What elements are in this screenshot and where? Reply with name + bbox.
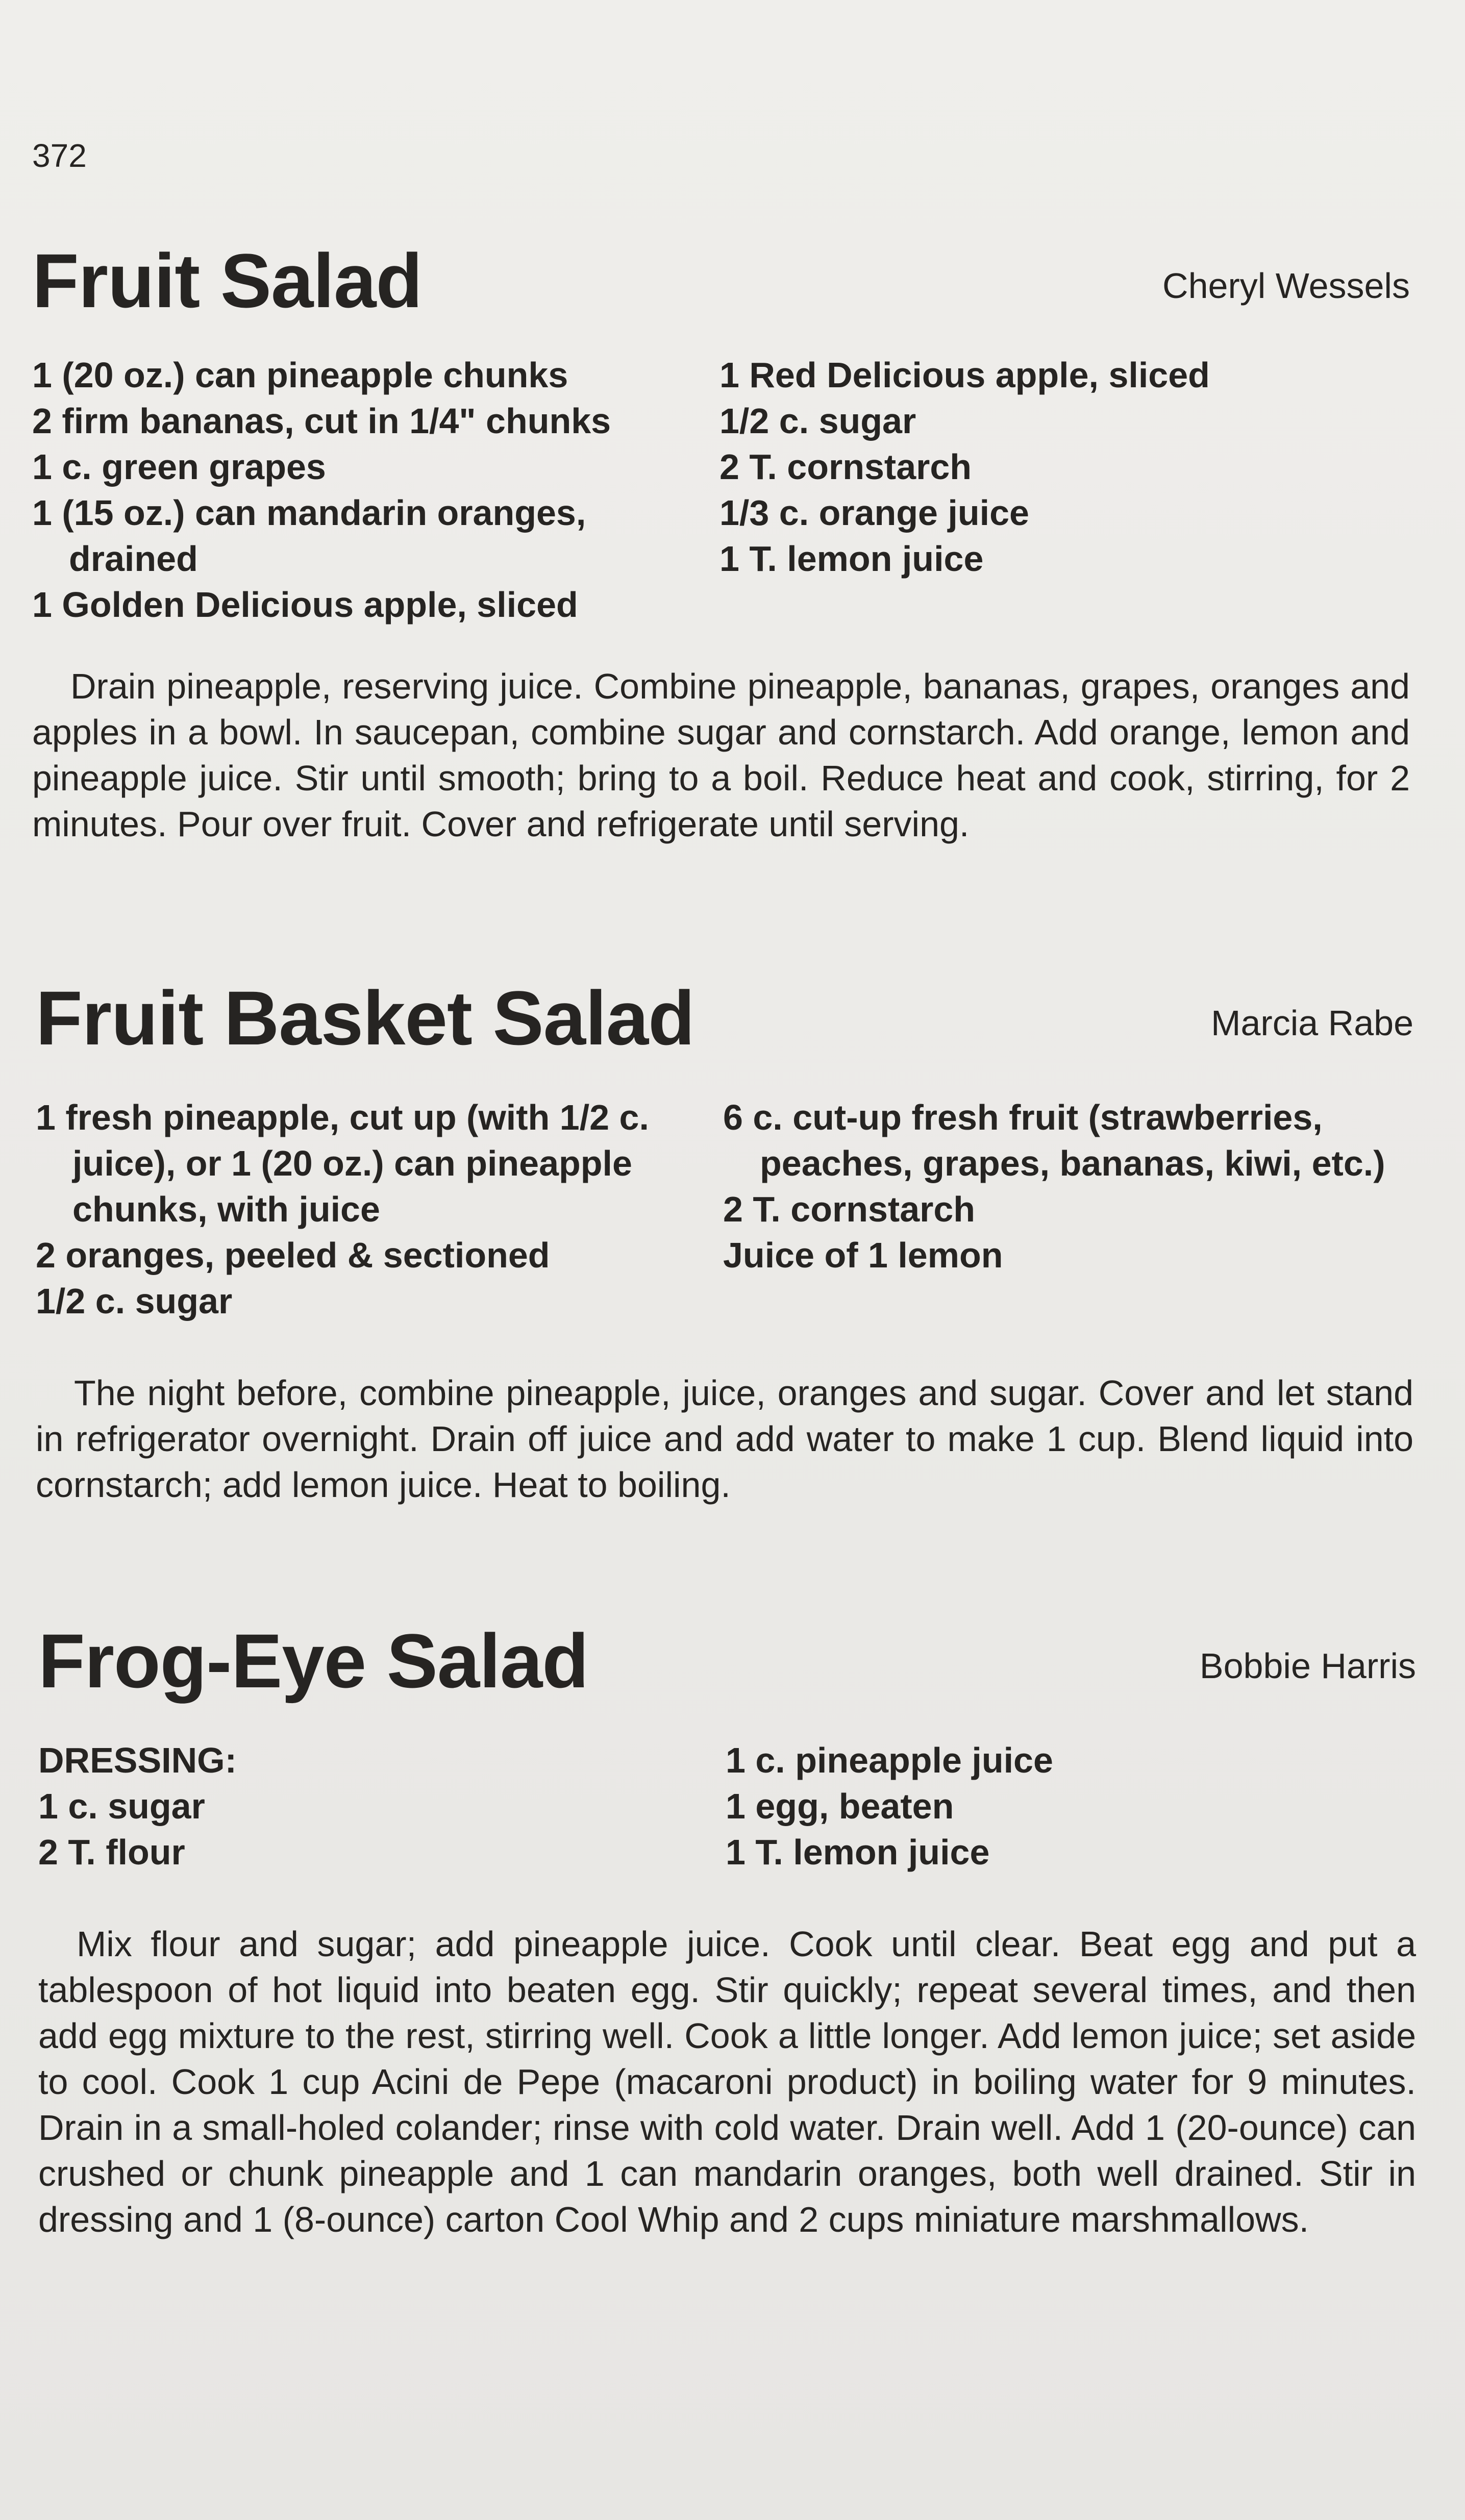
recipe-header: [36, 969, 1413, 1066]
ingredient: 1 c. green grapes: [32, 447, 326, 487]
ingredient: Juice of 1 lemon: [723, 1235, 1003, 1275]
recipe-header: [38, 1612, 1416, 1709]
ingredient: 1/2 c. sugar: [719, 401, 916, 441]
recipe-fruit-salad: [32, 232, 1410, 847]
ingredient: 1 fresh pineapple, cut up (with 1/2 c. juice), or 1 (20 oz.) can pineapple chunks, with juice: [36, 1097, 649, 1229]
ingredients: [38, 1737, 1416, 1875]
ingredient: 1 T. lemon juice: [719, 539, 984, 579]
recipe-author: Marcia Rabe: [1211, 1003, 1413, 1043]
ingredients: [32, 352, 1410, 625]
ingredient: 1 T. lemon juice: [726, 1832, 990, 1872]
ingredients-right-column: [726, 1737, 1416, 1875]
recipe-directions: Drain pineapple, reserving juice. Combine pineapple, bananas, grapes, oranges and apples in a bowl. In saucepan, combine sugar and cornstarch. Add orange, lemon and pineapple juice. Stir until smooth; bring to a boil. Reduce heat and cook, stirring, for 2 minutes. Pour over fruit. Cover and refrigerate until serving.: [32, 666, 1410, 844]
ingredient: 1 egg, beaten: [726, 1786, 954, 1826]
recipe-title: Fruit Salad: [32, 238, 423, 323]
ingredient: 1 c. pineapple juice: [726, 1740, 1053, 1780]
page-number: 372: [32, 137, 87, 174]
ingredients-left-column: [36, 1094, 709, 1324]
ingredient: DRESSING:: [38, 1740, 237, 1780]
ingredient: 1/3 c. orange juice: [719, 493, 1029, 533]
ingredients-right-column: [723, 1094, 1413, 1278]
ingredient: 2 oranges, peeled & sectioned: [36, 1235, 550, 1275]
ingredient: 1 c. sugar: [38, 1786, 205, 1826]
ingredients-left-column: [38, 1737, 712, 1875]
ingredients-left-column: [32, 352, 706, 628]
ingredient: 2 T. cornstarch: [719, 447, 972, 487]
ingredient: 1 Golden Delicious apple, sliced: [32, 585, 578, 625]
recipe-title: Frog-Eye Salad: [38, 1618, 588, 1704]
ingredient: 6 c. cut-up fresh fruit (strawberries, peaches, grapes, bananas, kiwi, etc.): [723, 1097, 1385, 1183]
ingredient: 2 T. cornstarch: [723, 1189, 976, 1229]
ingredient: 2 firm bananas, cut in 1/4" chunks: [32, 401, 611, 441]
recipe-author: Cheryl Wessels: [1162, 266, 1410, 306]
ingredient: 1 (20 oz.) can pineapple chunks: [32, 355, 568, 395]
ingredient: 1 (15 oz.) can mandarin oranges, drained: [32, 493, 586, 579]
ingredient: 2 T. flour: [38, 1832, 185, 1872]
recipe-directions: Mix flour and sugar; add pineapple juice. Cook until clear. Beat egg and put a tablespoon of hot liquid into beaten egg. Stir quickly; repeat several times, and then add egg mixture to the rest, stirring well. Cook a little longer. Add lemon juice; set aside to cool. Cook 1 cup Acini de Pepe (macaroni product) in boiling water for 9 minutes. Drain in a small-holed colander; rinse with cold water. Drain well. Add 1 (20-ounce) can crushed or chunk pineapple and 1 can mandarin oranges, both well drained. Stir in dressing and 1 (8-ounce) carton Cool Whip and 2 cups miniature marshmallows.: [38, 1924, 1416, 2239]
ingredient: 1/2 c. sugar: [36, 1281, 233, 1321]
ingredient: 1 Red Delicious apple, sliced: [719, 355, 1210, 395]
recipe-frog-eye-salad: [38, 1612, 1416, 2242]
recipe-author: Bobbie Harris: [1199, 1646, 1416, 1686]
recipe-title: Fruit Basket Salad: [36, 975, 694, 1061]
recipe-directions: The night before, combine pineapple, juice, oranges and sugar. Cover and let stand in refrigerator overnight. Drain off juice and add water to make 1 cup. Blend liquid into cornstarch; add lemon juice. Heat to boiling.: [36, 1373, 1413, 1505]
recipe-header: [32, 232, 1410, 329]
ingredients-right-column: [719, 352, 1410, 582]
recipe-fruit-basket-salad: [36, 969, 1413, 1508]
ingredients: [36, 1094, 1413, 1324]
